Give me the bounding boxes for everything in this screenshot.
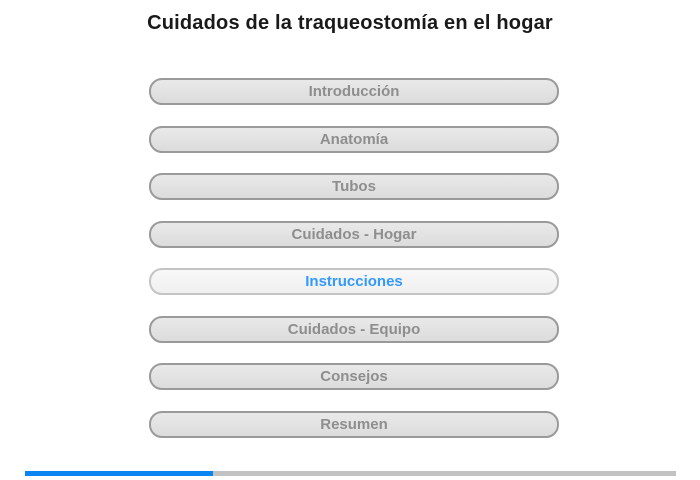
progress-bar-fill: [25, 471, 213, 476]
page-title: Cuidados de la traqueostomía en el hogar: [147, 12, 553, 34]
menu-button-cuidados-hogar[interactable]: Cuidados - Hogar: [149, 221, 559, 248]
lesson-menu: [149, 78, 559, 438]
menu-button-tubos[interactable]: Tubos: [149, 173, 559, 200]
menu-button-introduccion[interactable]: Introducción: [149, 78, 559, 105]
progress-bar-track: [25, 471, 676, 476]
menu-button-cuidados-equipo[interactable]: Cuidados - Equipo: [149, 316, 559, 343]
menu-button-instrucciones[interactable]: Instrucciones: [149, 268, 559, 295]
menu-button-resumen[interactable]: Resumen: [149, 411, 559, 438]
menu-button-consejos[interactable]: Consejos: [149, 363, 559, 390]
menu-button-anatomia[interactable]: Anatomía: [149, 126, 559, 153]
